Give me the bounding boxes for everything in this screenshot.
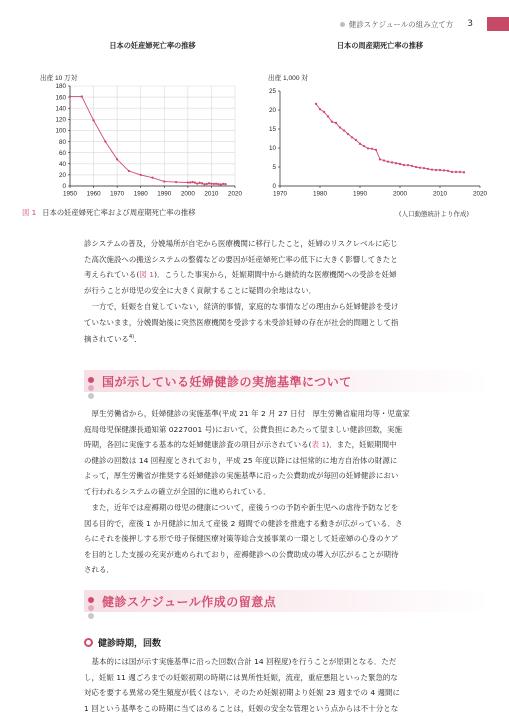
x-tick-label: 1950 bbox=[62, 190, 78, 198]
y-tick-label: 140 bbox=[55, 105, 66, 113]
data-point bbox=[198, 182, 200, 184]
data-point bbox=[403, 164, 405, 166]
data-point bbox=[395, 162, 397, 164]
y-tick-label: 160 bbox=[55, 94, 66, 102]
data-point bbox=[399, 163, 401, 165]
y-tick-label: 120 bbox=[55, 116, 66, 124]
text-line: また，近年では産褥期の母児の健康について，産後うつの予防や新生児への虐待予防などを bbox=[91, 503, 399, 512]
table-ref[interactable]: 表 1 bbox=[311, 440, 327, 450]
paragraph-4 bbox=[84, 500, 489, 578]
text-line: 厚生労働省から，妊婦健診の実施基準(平成 21 年 2 月 27 日付 厚生労働省雇用均等・児童家 bbox=[91, 409, 410, 418]
data-point bbox=[208, 182, 210, 184]
x-tick-label: 2010 bbox=[432, 190, 448, 198]
data-point bbox=[220, 183, 222, 185]
data-point bbox=[347, 133, 349, 135]
y-tick-label: 15 bbox=[268, 126, 276, 134]
section-title: 国が示している妊婦健診の実施基準について bbox=[102, 375, 352, 389]
data-point bbox=[371, 148, 373, 150]
data-point bbox=[331, 121, 333, 123]
data-point bbox=[355, 139, 357, 141]
maternal-mortality-chart bbox=[40, 41, 242, 198]
perinatal-mortality-chart bbox=[268, 41, 487, 198]
running-title: 健診スケジュールの組み立て方 bbox=[348, 19, 454, 29]
figure-ref[interactable]: 図 1 bbox=[139, 270, 155, 280]
data-point bbox=[383, 159, 385, 161]
figure-number: 図 1 bbox=[22, 208, 37, 217]
data-point bbox=[339, 126, 341, 128]
section-title: 健診スケジュール作成の留意点 bbox=[102, 595, 277, 609]
data-point bbox=[194, 182, 196, 184]
text-line: 対応を要する異常の発生頻度が低くはない．そのため妊娠初期より妊娠 23 週までの 4 週間に bbox=[84, 688, 401, 698]
data-point bbox=[175, 181, 177, 183]
text-line: た高次施設への搬送システムの整備などの要因が妊産婦死亡率の低下に大きく影響してきたと bbox=[84, 254, 398, 264]
x-tick-label: 1960 bbox=[86, 190, 101, 198]
text-line: される． bbox=[84, 565, 114, 575]
data-point bbox=[151, 177, 153, 179]
data-point bbox=[201, 182, 203, 184]
data-point bbox=[206, 183, 208, 185]
data-point bbox=[375, 149, 377, 151]
data-point bbox=[323, 111, 325, 113]
data-point bbox=[187, 181, 189, 183]
data-point bbox=[203, 183, 205, 185]
paragraph-3 bbox=[84, 406, 489, 500]
text-line: ていないまま，分娩間始後に突然医療機関を受診する未受診妊婦の存在が社会的問題として指 bbox=[84, 317, 399, 327]
data-point bbox=[363, 145, 365, 147]
text-line: らにそれを後押しする形で母子保健医療対策等総合支援事業の一環として妊産婦の心身のケア bbox=[84, 534, 399, 544]
text-line: て行われるシステムの確立が全国的に進められている． bbox=[84, 486, 271, 496]
x-tick-label: 2000 bbox=[180, 190, 195, 198]
data-point bbox=[189, 181, 191, 183]
y-tick-label: 20 bbox=[268, 107, 276, 115]
citation: 4) bbox=[128, 334, 135, 341]
data-point bbox=[335, 122, 337, 124]
x-tick-label: 2020 bbox=[227, 190, 243, 198]
data-point bbox=[463, 171, 465, 173]
text-line: が行うことが母児の安全に大きく貢献することに疑問の余地はない． bbox=[84, 285, 317, 295]
data-point bbox=[359, 143, 361, 145]
ring-bullet-icon bbox=[84, 638, 93, 647]
data-point bbox=[435, 169, 437, 171]
text-line: 摘されている$^{4)}$． bbox=[84, 334, 142, 344]
data-point bbox=[447, 170, 449, 172]
text-line: を目的とした支援の充実が進められており，産褥健診への公費助成の導入が広がることが期待 bbox=[84, 549, 399, 559]
data-point bbox=[423, 167, 425, 169]
x-tick-label: 1980 bbox=[133, 190, 148, 198]
figure-charts bbox=[0, 0, 509, 205]
data-point bbox=[81, 95, 83, 97]
data-point bbox=[128, 170, 130, 172]
x-tick-label: 1990 bbox=[157, 190, 172, 198]
data-point bbox=[315, 103, 317, 105]
data-point bbox=[415, 166, 417, 168]
x-tick-label: 1970 bbox=[110, 190, 125, 198]
data-point bbox=[387, 161, 389, 163]
data-point bbox=[351, 136, 353, 138]
figure-source: (人口動態統計より作成) bbox=[398, 209, 469, 218]
paragraph-5 bbox=[84, 654, 489, 716]
x-tick-label: 1980 bbox=[312, 190, 328, 198]
section-heading-2 bbox=[84, 590, 489, 616]
x-tick-label: 1990 bbox=[352, 190, 368, 198]
y-tick-label: 10 bbox=[268, 145, 276, 153]
data-point bbox=[215, 183, 217, 185]
data-point bbox=[455, 171, 457, 173]
x-tick-label: 1970 bbox=[272, 190, 288, 198]
data-point bbox=[224, 183, 226, 185]
paragraph-2 bbox=[84, 299, 489, 347]
heading-dots bbox=[88, 377, 94, 401]
y-tick-label: 0 bbox=[62, 183, 66, 191]
subsection-title: 健診時期，回数 bbox=[98, 639, 162, 649]
text-line: 図る目的で，産後 1 か月健診に加えて産後 2 週間での健診を推進する動きが広がっている．さ bbox=[84, 518, 403, 528]
figure-caption-text: 日本の妊産婦死亡率および周産期死亡率の推移 bbox=[42, 208, 196, 217]
y-tick-label: 100 bbox=[55, 127, 66, 135]
data-point bbox=[163, 180, 165, 182]
data-point bbox=[92, 119, 94, 121]
data-point bbox=[69, 95, 71, 97]
x-tick-label: 2010 bbox=[204, 190, 219, 198]
x-tick-label: 2000 bbox=[392, 190, 408, 198]
y-tick-label: 20 bbox=[58, 172, 66, 180]
data-point bbox=[140, 174, 142, 176]
data-point bbox=[411, 165, 413, 167]
text-line: よって，厚生労働省が推奨する妊婦健診の実施基準に沿った公費助成が毎回の妊婦健診におい bbox=[84, 471, 399, 481]
text-line: 考えられている(図 1)．こうした事実から，妊娠期間中から継続的な医療機関への受診を妊婦 bbox=[84, 270, 397, 280]
text-line: の健診の回数は 14 回程度とされており，平成 25 年度以降には恒常的に地方自治体の財源に bbox=[84, 455, 398, 465]
x-tick-label: 2020 bbox=[472, 190, 488, 198]
y-tick-label: 180 bbox=[55, 83, 66, 91]
y-tick-label: 0 bbox=[272, 183, 276, 191]
data-point bbox=[391, 161, 393, 163]
data-point bbox=[191, 181, 193, 183]
text-line: 基本的には国が示す実施基準に沿った回数(合計 14 回程度)を行うことが原則となる．ただ bbox=[91, 657, 397, 666]
data-point bbox=[443, 169, 445, 171]
data-point bbox=[213, 183, 215, 185]
data-point bbox=[379, 158, 381, 160]
data-point bbox=[222, 183, 224, 185]
data-point bbox=[319, 108, 321, 110]
text-line: 庭局母児保健課長通知第 0227001 号)において，公費負担にあたって望ましい健診回数，実施 bbox=[84, 424, 403, 434]
data-point bbox=[431, 169, 433, 171]
section-heading-1 bbox=[84, 370, 489, 396]
chart-title: 日本の妊産婦死亡率の推移 bbox=[109, 41, 196, 50]
data-point bbox=[427, 168, 429, 170]
figure-caption bbox=[22, 208, 469, 218]
paragraph-1 bbox=[84, 236, 489, 298]
text-line: 一方で，妊娠を自覚していない，経済的事情，家庭的な事情などの理由から妊婦健診を受け bbox=[91, 302, 399, 311]
y-tick-label: 40 bbox=[58, 160, 66, 168]
y-axis-label: 出産 10 万対 bbox=[40, 75, 78, 82]
data-point bbox=[419, 167, 421, 169]
y-tick-label: 60 bbox=[58, 149, 66, 157]
data-point bbox=[116, 158, 118, 160]
text-line: 時期，各回に実施する基本的な妊婦健康診査の項目が示されている(表 1)．また，妊娠期間中 bbox=[84, 440, 397, 450]
heading-dots bbox=[88, 597, 94, 621]
data-point bbox=[217, 183, 219, 185]
data-point bbox=[367, 147, 369, 149]
data-point bbox=[451, 171, 453, 173]
series-line bbox=[316, 104, 464, 172]
y-axis-label: 出産 1,000 対 bbox=[268, 75, 308, 82]
text-line: し，妊娠 11 週ごろまでの妊娠初期の時期には異所性妊娠，流産，重症悪阻といった緊急的な bbox=[84, 672, 398, 682]
data-point bbox=[439, 169, 441, 171]
chart-title: 日本の周産期死亡率の推移 bbox=[336, 41, 424, 50]
data-point bbox=[327, 115, 329, 117]
data-point bbox=[196, 182, 198, 184]
data-point bbox=[407, 164, 409, 166]
subsection-heading bbox=[84, 636, 161, 649]
data-point bbox=[104, 140, 106, 142]
data-point bbox=[459, 171, 461, 173]
data-point bbox=[210, 183, 212, 185]
y-tick-label: 80 bbox=[58, 138, 66, 146]
page-number: 3 bbox=[467, 19, 473, 29]
y-tick-label: 5 bbox=[272, 164, 276, 172]
text-line: 1 回という基準をこの時期に当てはめることは，妊娠の安全な管理という点からは不十分とな bbox=[84, 703, 399, 713]
text-line: 診システムの普及，分娩場所が自宅から医療機関に移行したこと，妊婦のリスクレベルに応じ bbox=[84, 239, 398, 248]
data-point bbox=[343, 129, 345, 131]
y-tick-label: 25 bbox=[268, 88, 276, 96]
